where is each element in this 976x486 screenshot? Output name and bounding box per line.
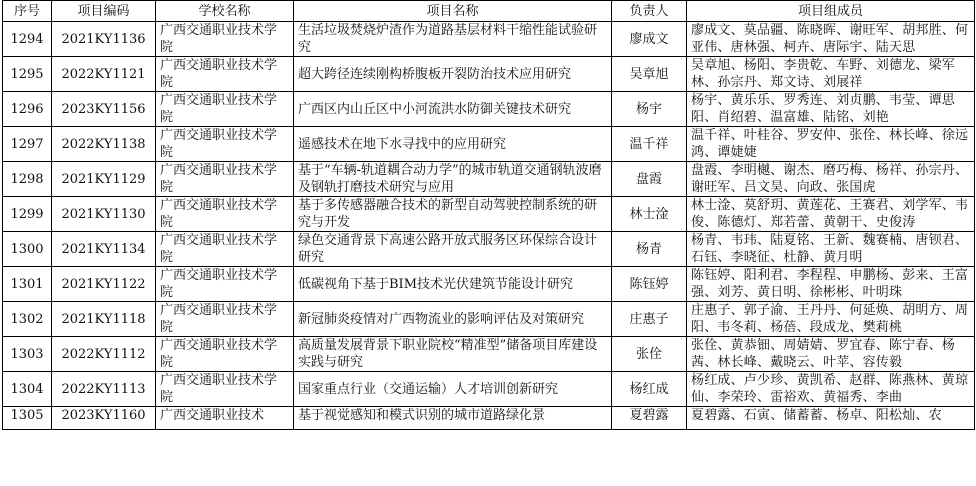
header-no: 序号 [3, 1, 52, 22]
cell-school: 广西交通职业技术学院 [156, 197, 294, 232]
header-school: 学校名称 [156, 1, 294, 22]
cell-leader: 杨红成 [612, 372, 687, 407]
table-row [3, 162, 975, 197]
table-row [3, 127, 975, 162]
cell-code: 2021KY1122 [52, 267, 156, 302]
header-leader: 负责人 [612, 1, 687, 22]
cell-project: 广西区内山丘区中小河流洪水防御关键技术研究 [294, 92, 612, 127]
cell-code: 2021KY1118 [52, 302, 156, 337]
cell-leader: 夏碧露 [612, 407, 687, 430]
cell-project: 基于“车辆-轨道耦合动力学”的城市轨道交通钢轨波磨及钢轨打磨技术研究与应用 [294, 162, 612, 197]
cell-no: 1294 [3, 22, 52, 57]
cell-no: 1299 [3, 197, 52, 232]
cell-members: 吴章旭、杨阳、李贵乾、车野、刘德龙、梁军林、孙宗丹、郑文诗、刘展祥 [687, 57, 975, 92]
cell-project: 国家重点行业（交通运输）人才培训创新研究 [294, 372, 612, 407]
cell-members: 林士淦、莫舒玥、黄莲花、王赛君、刘学军、韦俊、陈德灯、郑若蕾、黄朝干、史俊涛 [687, 197, 975, 232]
cell-project: 新冠肺炎疫情对广西物流业的影响评估及对策研究 [294, 302, 612, 337]
header-project: 项目名称 [294, 1, 612, 22]
cell-members: 温千祥、叶桂谷、罗安仲、张佺、林长峰、徐远鸿、谭婕婕 [687, 127, 975, 162]
cell-code: 2022KY1112 [52, 337, 156, 372]
cell-school: 广西交通职业技术学院 [156, 302, 294, 337]
cell-code: 2021KY1130 [52, 197, 156, 232]
table-row [3, 407, 975, 430]
cell-project: 遥感技术在地下水寻找中的应用研究 [294, 127, 612, 162]
cell-project: 基于多传感器融合技术的新型自动驾驶控制系统的研究与开发 [294, 197, 612, 232]
cell-leader: 庄惠子 [612, 302, 687, 337]
table-header-row [3, 1, 975, 22]
cell-code: 2023KY1160 [52, 407, 156, 430]
cell-code: 2022KY1138 [52, 127, 156, 162]
cell-no: 1304 [3, 372, 52, 407]
cell-leader: 林士淦 [612, 197, 687, 232]
project-table [2, 0, 975, 430]
cell-members: 杨青、韦玮、陆夏铭、王新、魏赛楠、唐钡君、石钰、李晓征、杜静、黄月明 [687, 232, 975, 267]
header-members: 项目组成员 [687, 1, 975, 22]
cell-leader: 吴章旭 [612, 57, 687, 92]
cell-no: 1295 [3, 57, 52, 92]
cell-members: 杨宇、黄乐乐、罗秀连、刘贞鹏、韦莹、谭思阳、肖绍碧、温富雄、陆铭、刘艳 [687, 92, 975, 127]
cell-code: 2023KY1156 [52, 92, 156, 127]
cell-code: 2021KY1136 [52, 22, 156, 57]
table-row [3, 232, 975, 267]
cell-code: 2021KY1129 [52, 162, 156, 197]
cell-leader: 张佺 [612, 337, 687, 372]
cell-no: 1298 [3, 162, 52, 197]
cell-project: 高质量发展背景下职业院校“精准型”储备项目库建设实践与研究 [294, 337, 612, 372]
table-row [3, 22, 975, 57]
cell-no: 1305 [3, 407, 52, 430]
cell-leader: 温千祥 [612, 127, 687, 162]
cell-school: 广西交通职业技术学院 [156, 162, 294, 197]
table-row [3, 302, 975, 337]
cell-no: 1302 [3, 302, 52, 337]
table-row [3, 57, 975, 92]
cell-leader: 陈钰婷 [612, 267, 687, 302]
cell-members: 廖成文、莫品疆、陈晓晖、谢旺军、胡邦胜、何亚伟、唐林强、柯卉、唐际宇、陆天思 [687, 22, 975, 57]
cell-school: 广西交通职业技术学院 [156, 337, 294, 372]
cell-project: 超大跨径连续刚构桥腹板开裂防治技术应用研究 [294, 57, 612, 92]
cell-code: 2022KY1121 [52, 57, 156, 92]
cell-leader: 盘霞 [612, 162, 687, 197]
cell-project: 绿色交通背景下高速公路开放式服务区环保综合设计研究 [294, 232, 612, 267]
cell-no: 1301 [3, 267, 52, 302]
cell-project: 基于视觉感知和模式识别的城市道路绿化景 [294, 407, 612, 430]
table-row [3, 197, 975, 232]
header-code: 项目编码 [52, 1, 156, 22]
cell-school: 广西交通职业技术学院 [156, 232, 294, 267]
cell-members: 盘霞、李明樾、谢杰、磨巧梅、杨祥、孙宗丹、谢旺军、吕文昊、向政、张国虎 [687, 162, 975, 197]
cell-project: 生活垃圾焚烧炉渣作为道路基层材料干缩性能试验研究 [294, 22, 612, 57]
cell-school: 广西交通职业技术学院 [156, 92, 294, 127]
cell-school: 广西交通职业技术学院 [156, 267, 294, 302]
cell-no: 1303 [3, 337, 52, 372]
cell-members: 夏碧露、石寅、储蓄蓄、杨卓、阳松灿、农 [687, 407, 975, 430]
cell-no: 1297 [3, 127, 52, 162]
cell-leader: 廖成文 [612, 22, 687, 57]
cell-school: 广西交通职业技术学院 [156, 372, 294, 407]
cell-members: 杨红成、卢少珍、黄凯希、赵群、陈燕林、黄琼仙、李荣玲、雷裕欢、黄福秀、李曲 [687, 372, 975, 407]
cell-members: 庄惠子、郭子渝、王丹丹、何延焕、胡明方、周阳、韦冬莉、杨蓓、段成龙、樊莉桃 [687, 302, 975, 337]
table-row [3, 267, 975, 302]
cell-leader: 杨宇 [612, 92, 687, 127]
table-row [3, 337, 975, 372]
table-row [3, 92, 975, 127]
cell-school: 广西交通职业技术学院 [156, 127, 294, 162]
cell-no: 1300 [3, 232, 52, 267]
cell-code: 2022KY1113 [52, 372, 156, 407]
cell-leader: 杨青 [612, 232, 687, 267]
table-row [3, 372, 975, 407]
cell-members: 陈钰婷、阳利君、李程程、申鹏杨、彭来、王富强、刘芳、黄日明、徐彬彬、叶明珠 [687, 267, 975, 302]
cell-members: 张佺、黄恭钿、周婧婧、罗宜春、陈宁春、杨茜、林长峰、戴晓云、叶苹、容传毅 [687, 337, 975, 372]
cell-school: 广西交通职业技术学院 [156, 57, 294, 92]
cell-school: 广西交通职业技术学院 [156, 22, 294, 57]
cell-code: 2021KY1134 [52, 232, 156, 267]
cell-school: 广西交通职业技术 [156, 407, 294, 430]
cell-no: 1296 [3, 92, 52, 127]
cell-project: 低碳视角下基于BIM技术光伏建筑节能设计研究 [294, 267, 612, 302]
